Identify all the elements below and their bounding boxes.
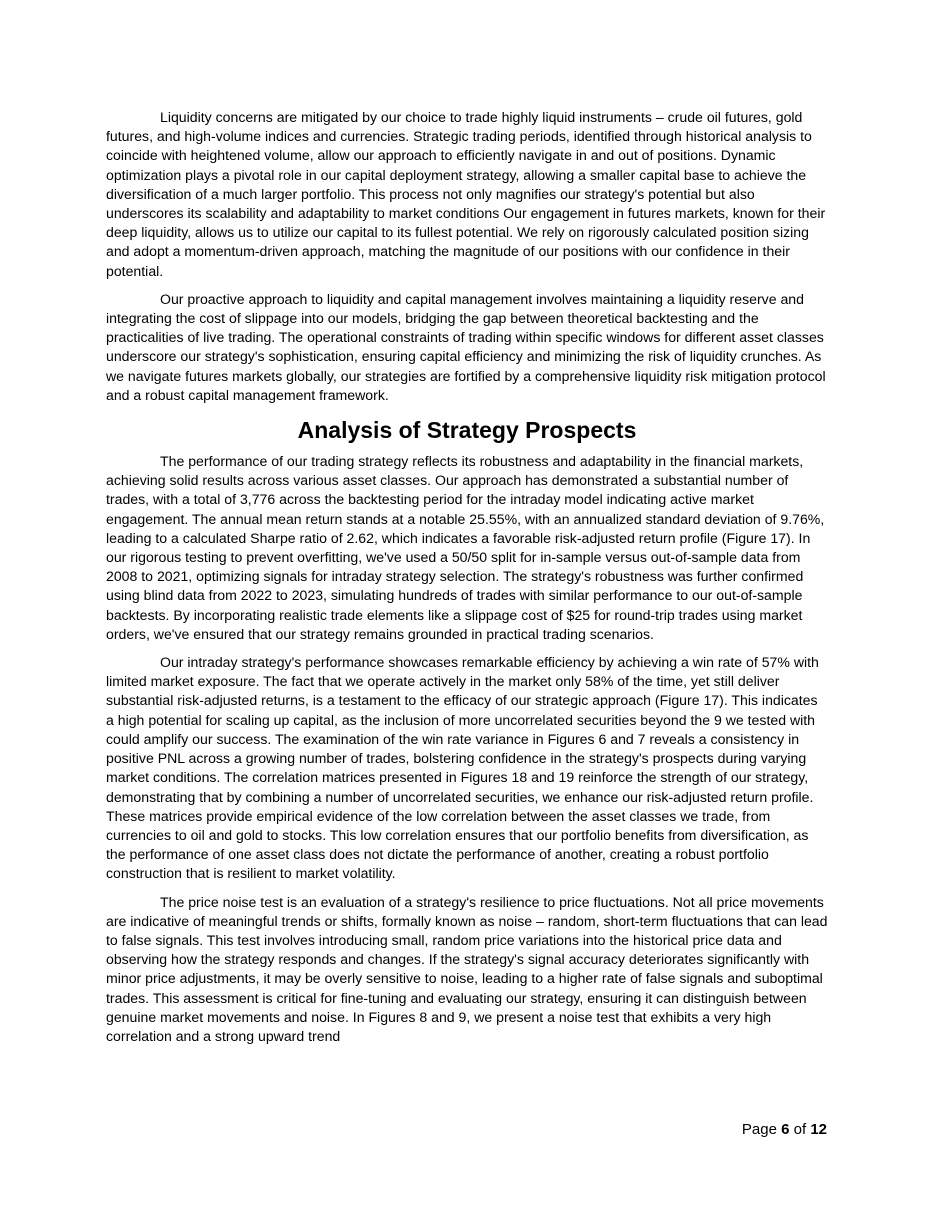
document-page: [106, 108, 828, 1055]
paragraph-price-noise-test: The price noise test is an evaluation of a strategy's resilience to price fluctuations. Not all price movements are indicative of meaningful trends or shifts, formally known as noise – random, short-term fluctuations that can lead to false signals. This test involves introducing small, random price variations into the historical price data and observing how the strategy responds and changes. If the strategy's signal accuracy deteriorates significantly with minor price adjustments, it may be overly sensitive to noise, leading to a higher rate of false signals and suboptimal trades. This assessment is critical for fine-tuning and evaluating our strategy, ensuring it can distinguish between genuine market movements and noise. In Figures 8 and 9, we present a noise test that exhibits a very high correlation and a strong upward trend: [106, 893, 828, 1044]
section-heading: Analysis of Strategy Prospects: [297, 417, 637, 444]
page-number-footer: [742, 1120, 827, 1140]
current-page-number: 6: [781, 1121, 790, 1138]
page-label: Page: [741, 1121, 777, 1138]
paragraph-liquidity-management: Our proactive approach to liquidity and capital management involves maintaining a liquidity reserve and integrating the cost of slippage into our models, bridging the gap between theoretical backtesting and the practicalities of live trading. The operational constraints of trading within specific windows for different asset classes underscore our strategy's sophistication, ensuring capital efficiency and minimizing the risk of liquidity crunches. As we navigate futures markets globally, our strategies are fortified by a comprehensive liquidity risk mitigation protocol and a robust capital management framework.: [106, 290, 826, 403]
paragraph-intraday-efficiency: Our intraday strategy's performance showcases remarkable efficiency by achieving a win rate of 57% with limited market exposure. The fact that we operate actively in the market only 58% of the time, yet still deliver substantial risk-adjusted returns, is a testament to the efficacy of our strategic approach (Figure 17). This indicates a high potential for scaling up capital, as the inclusion of more uncorrelated securities beyond the 9 we tested with could amplify our success. The examination of the win rate variance in Figures 6 and 7 reveals a consistency in positive PNL across a growing number of trades, bolstering confidence in the strategy's prospects during varying market conditions. The correlation matrices presented in Figures 18 and 19 reinforce the strength of our strategy, demonstrating that by combining a number of uncorrelated securities, we enhance our risk-adjusted return profile. These matrices provide empirical evidence of the low correlation between the asset classes we trade, from currencies to oil and gold to stocks. This low correlation ensures that our portfolio benefits from diversification, as the performance of one asset class does not dictate the performance of another, creating a robust portfolio construction that is resilient to market volatility.: [106, 654, 819, 882]
of-label: of: [793, 1121, 807, 1138]
paragraph-strategy-performance: The performance of our trading strategy reflects its robustness and adaptability in the financial markets, achieving solid results across various asset classes. Our approach has demonstrated a substantial number of trades, with a total of 3,776 across the backtesting period for the intraday model indicating active market engagement. The annual mean return stands at a notable 25.55%, with an annualized standard deviation of 9.76%, leading to a calculated Sharpe ratio of 2.62, which indicates a favorable risk-adjusted return profile (Figure 17). In our rigorous testing to prevent overfitting, we've used a 50/50 split for in-sample versus out-of-sample data from 2008 to 2021, optimizing signals for intraday strategy selection. The strategy's robustness was further confirmed using blind data from 2022 to 2023, simulating hundreds of trades with similar performance to our out-of-sample backtests. By incorporating realistic trade elements like a slippage cost of $25 for round-trip trades using market orders, we've ensured that our strategy remains grounded in practical trading scenarios.: [106, 453, 825, 642]
paragraph-liquidity-concerns: Liquidity concerns are mitigated by our choice to trade highly liquid instruments – crude oil futures, gold futures, and high-volume indices and currencies. Strategic trading periods, identified through historical analysis to coincide with heightened volume, allow our approach to efficiently navigate in and out of positions. Dynamic optimization plays a pivotal role in our capital deployment strategy, allowing a smaller capital base to achieve the diversification of a much larger portfolio. This process not only magnifies our strategy's potential but also underscores its scalability and adaptability to market conditions Our engagement in futures markets, known for their deep liquidity, allows us to utilize our capital to its fullest potential. We rely on rigorously calculated position sizing and adopt a momentum-driven approach, matching the magnitude of our positions with our confidence in their potential.: [106, 109, 826, 279]
total-pages-number: 12: [810, 1121, 827, 1138]
